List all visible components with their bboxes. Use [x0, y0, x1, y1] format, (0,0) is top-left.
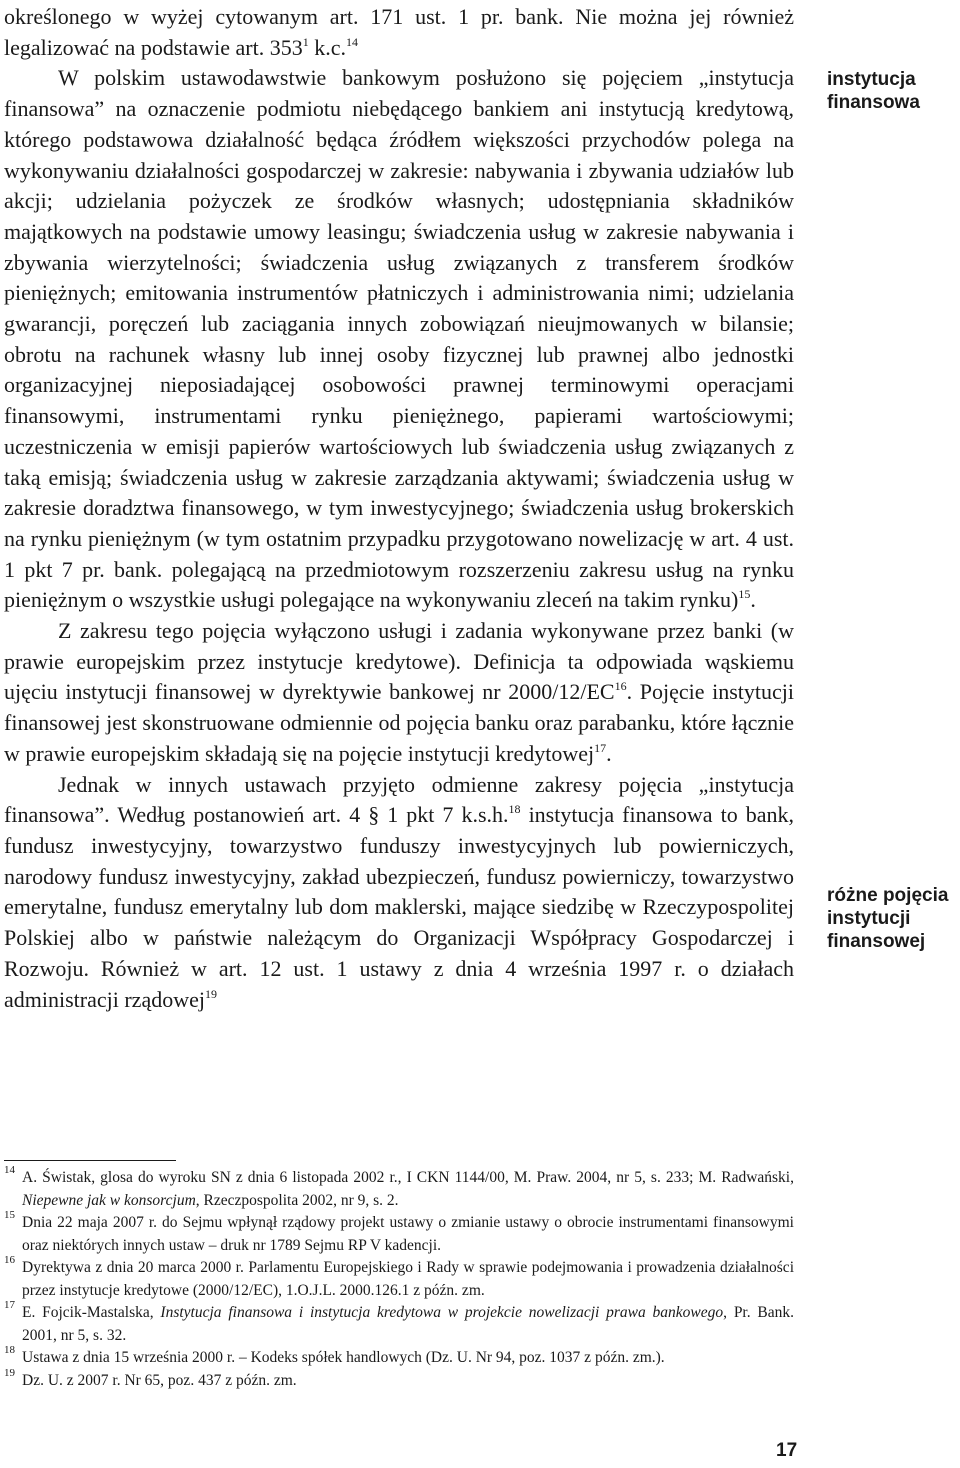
text-span: . Pojęcie instytucji finansowej jest skonstruowane odmiennie od pojęcia banku oraz parabanku, które łącznie w prawie europejskim składają się na pojęcie instytucji kredytowej [4, 679, 794, 766]
margin-note-instytucja-finansowa [827, 68, 960, 114]
footnote-text: A. Świstak, glosa do wyroku SN z dnia 6 listopada 2002 r., I CKN 1144/00, M. Praw. 2004, nr 5, s. 233; M. Radwański, [22, 1169, 794, 1186]
footnote-16 [4, 1254, 794, 1302]
footnote-number: 15 [4, 1209, 15, 1221]
paragraph-1 [4, 63, 794, 616]
text-span: instytucja finansowa to bank, fundusz inwestycyjny, towarzystwo funduszy inwestycyjnych lub powierniczych, narodowy fundusz inwestycyjny, zakład ubezpieczeń, fundusz powierniczy, towarzystwo emerytalne, fundusz emerytalny lub dom maklerski, mające siedzibę w Rzeczypospolitej Polskiej albo w państwie należącym do Organizacji Współpracy Gospodarczej i Rozwoju. Również w art. 12 ust. 1 ustawy z dnia 4 września 1997 r. o działach administracji rządowej [4, 802, 794, 1012]
footnote-number: 16 [4, 1254, 15, 1266]
paragraph-3 [4, 770, 794, 1016]
margin-note-line: różne pojęcia [827, 885, 949, 906]
superscript: 1 [302, 34, 309, 49]
footnote-text: , Pr. Bank. 2001, nr 5, s. 32. [22, 1304, 794, 1344]
paragraph-2 [4, 616, 794, 770]
footnote-title: Instytucja finansowa i instytucja kredytowa w projekcie nowelizacji prawa bankowego [160, 1304, 724, 1321]
footnote-text: Ustawa z dnia 15 września 2000 r. – Kodeks spółek handlowych (Dz. U. Nr 94, poz. 1037 z późn. zm.). [22, 1349, 665, 1366]
footnote-ref-16: 16 [614, 679, 627, 694]
footnote-19 [4, 1366, 794, 1393]
footnote-text: Dyrektywa z dnia 20 marca 2000 r. Parlamentu Europejskiego i Rady w sprawie podejmowania i prowadzenia działalności przez instytucje kredytowe (2000/12/EC), 1.O.J.L. 2000.126.1 z późn. zm. [22, 1259, 794, 1299]
footnote-ref-17: 17 [594, 740, 607, 755]
text-span: . [750, 587, 756, 613]
footnote-number: 18 [4, 1344, 15, 1356]
margin-note-rozne-pojecia [827, 884, 960, 953]
footnote-text: Dnia 22 maja 2007 r. do Sejmu wpłynął rządowy projekt ustawy o zmianie ustawy o obrocie instrumentami finansowymi oraz niektórych innych ustaw – druk nr 1789 Sejmu RP V kadencji. [22, 1214, 794, 1254]
page-number: 17 [776, 1440, 798, 1461]
footnote-title: Niepewne jak w konsorcjum [22, 1191, 196, 1209]
margin-note-line: instytucji [827, 908, 911, 929]
text-span: . [606, 740, 612, 766]
text-span: określonego w wyżej cytowanym art. 171 ust. 1 pr. bank. Nie można jej również legalizować na podstawie art. 353 [4, 4, 794, 60]
text-span: Z zakresu tego pojęcia wyłączono usługi i zadania wykonywane przez banki (w prawie europejskim przez instytucje kredytowe). Definicja ta odpowiada wąskiemu ujęciu instytucji finansowej w dyrektywie bankowej nr 2000/12/EC [4, 618, 794, 705]
margin-note-line: finansowej [827, 931, 926, 952]
footnote-divider [4, 1160, 176, 1161]
footnote-15 [4, 1209, 794, 1257]
main-text [4, 2, 794, 1015]
footnote-ref-18: 18 [508, 802, 521, 817]
footnotes [4, 1164, 794, 1392]
footnote-number: 14 [4, 1164, 15, 1176]
footnote-ref-14: 14 [345, 34, 358, 49]
footnote-number: 17 [4, 1299, 15, 1311]
text-span: W polskim ustawodawstwie bankowym posłużono się pojęciem „instytucja finansowa” na oznaczenie podmiotu niebędącego bankiem ani instytucją kredytową, którego podstawowa działalność będąca źródłem większości przychodów polega na wykonywaniu działalności gospodarczej w zakresie: nabywania i zbywania udziałów lub akcji; udzielania pożyczek ze środków własnych; udostępniania składników majątkowych na podstawie umowy leasingu; świadczenia usług w zakresie nabywania i zbywania wierzytelności; świadczenia usług związanych z transferem środków pieniężnych; emitowania instrumentów płatniczych i administrowania nimi; udzielania gwarancji, poręczeń lub zaciągania innych zobowiązań nieujmowanych w bilansie; obrotu na rachunek własny lub innej osoby fizycznej lub prawnej albo jednostki organizacyjnej nieposiadającej osobowości prawnej terminowymi operacjami finansowymi, instrumentami rynku pieniężnego, papierami wartościowymi; uczestniczenia w emisji papierów wartościowych lub świadczenia usług związanych z taką emisją; świadczenia usług w zakresie zarządzania aktywami; świadczenia usług w zakresie doradztwa finansowego, w tym inwestycyjnego; świadczenia usług brokerskich na rynku pieniężnym (w tym ostatnim przypadku przygotowano nowelizację w art. 4 ust. 1 pkt 7 pr. bank. polegającą na przedmiotowym rozszerzeniu zakresu usług na rynku pieniężnym o wszystkie usługi polegające na wykonywaniu zleceń na takim rynku) [4, 65, 794, 613]
footnote-14 [4, 1164, 794, 1212]
footnote-number: 19 [4, 1366, 15, 1379]
footnote-18 [4, 1344, 794, 1370]
footnote-text: , Rzeczpospolita 2002, nr 9, s. 2. [195, 1191, 399, 1209]
footnote-ref-15: 15 [738, 587, 751, 602]
paragraph-0 [4, 2, 794, 63]
footnote-text: Dz. U. z 2007 r. Nr 65, poz. 437 z późn. zm. [22, 1371, 297, 1389]
footnote-ref-19: 19 [204, 986, 217, 1001]
margin-note-line: instytucja [827, 69, 916, 90]
text-span: Jednak w innych ustawach przyjęto odmienne zakresy pojęcia „instytucja finansowa”. Według postanowień art. 4 § 1 pkt 7 k.s.h. [4, 771, 794, 828]
footnote-17 [4, 1299, 794, 1347]
footnote-text: E. Fojcik-Mastalska, [22, 1304, 161, 1321]
text-span: k.c. [308, 34, 346, 60]
margin-note-line: finansowa [827, 92, 920, 113]
